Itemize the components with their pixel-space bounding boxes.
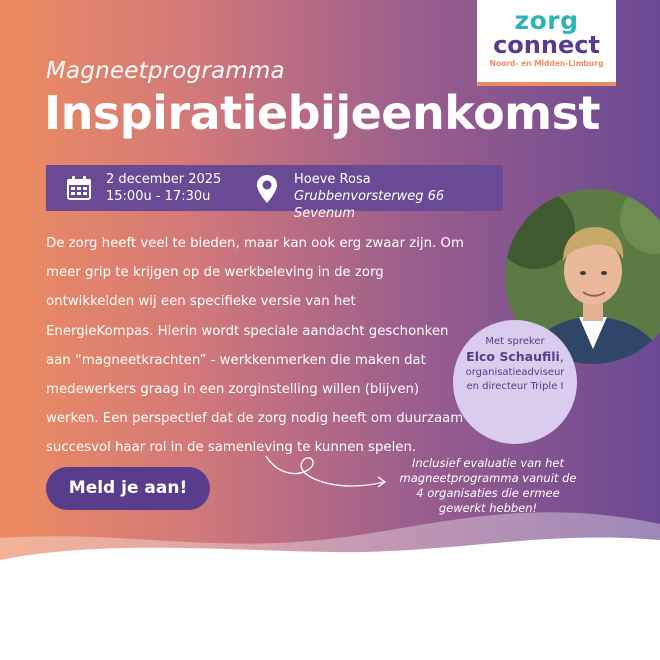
curly-arrow-icon — [262, 448, 392, 498]
evaluation-note: Inclusief evaluatie van het magneetprogramma vanuit de 4 organisaties die ermee gewerkt hebben! — [399, 456, 577, 515]
zorgconnect-logo[interactable] — [477, 0, 616, 86]
event-date-time — [106, 171, 221, 205]
location-pin-icon — [256, 174, 278, 204]
event-time: 15:00u - 17:30u — [106, 189, 211, 204]
event-location — [294, 171, 503, 222]
event-description: De zorg heeft veel te bieden, maar kan ook erg zwaar zijn. Om meer grip te krijgen op de werkbeleving in de zorg ontwikkelden wij een specifieke versie van het EnergieKompas. Hierin wordt speciale aandacht geschonken aan “magneetkrachten” - werkkenmerken die maken dat medewerkers graag in een zorginstelling willen (blijven) werken. Een perspectief dat de zorg nodig heeft om duurzaam succesvol haar rol in de samenleving te kunnen spelen. — [46, 236, 464, 456]
event-title: Inspiratiebijeenkomst — [44, 86, 600, 140]
speaker-name: Elco Schaufili — [466, 349, 560, 364]
decorative-wave — [0, 500, 660, 660]
logo-word-connect: connect — [493, 31, 600, 59]
speaker-intro: Met spreker — [485, 336, 545, 347]
logo-word-zorg: zorg — [514, 6, 579, 35]
logo-region: Noord- en Midden-Limburg — [489, 59, 604, 68]
speaker-role: organisatieadviseur en directeur Triple I — [465, 367, 565, 392]
program-subtitle: Magneetprogramma — [46, 58, 285, 84]
calendar-icon — [66, 175, 92, 201]
register-button[interactable]: Meld je aan! — [46, 467, 210, 510]
event-info-bar — [46, 165, 503, 221]
speaker-badge — [453, 320, 577, 444]
speaker-name-line — [453, 349, 577, 364]
location-address: Grubbenvorsterweg 66 Sevenum — [294, 189, 445, 221]
event-date: 2 december 2025 — [106, 172, 222, 187]
location-name: Hoeve Rosa — [294, 172, 371, 187]
speaker-name-comma: , — [559, 349, 564, 364]
